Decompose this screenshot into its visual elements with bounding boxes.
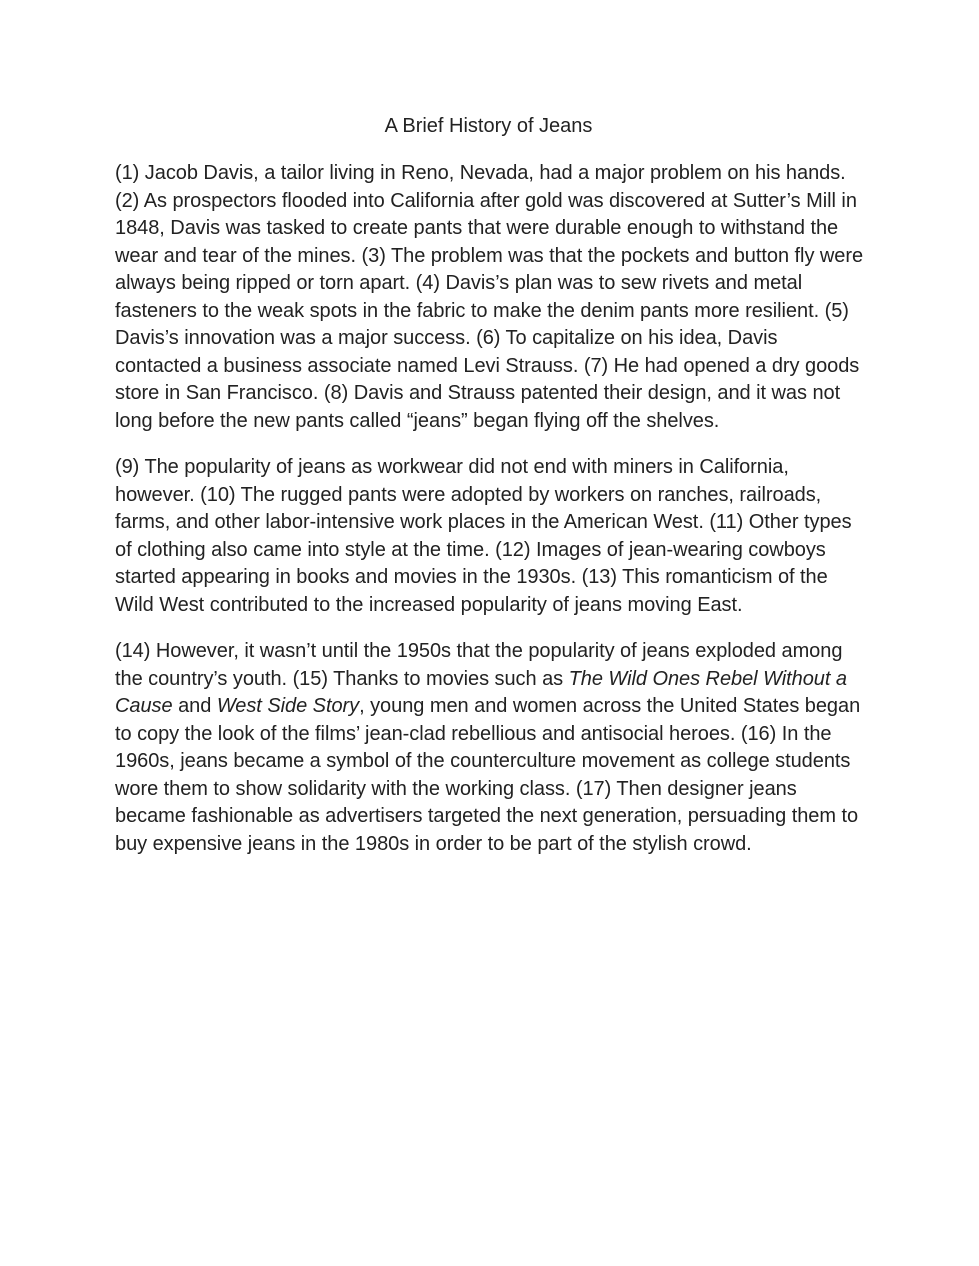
paragraph-1-text: (1) Jacob Davis, a tailor living in Reno, Nevada, had a major problem on his hands. (2) As prospectors flooded into California after gold was discovered at Sutter’s Mill in 1848, Davis was tasked to create pants that were durable enough to withstand the wear and tear of the mines. (3) The problem was that the pockets and button fly were always being ripped or torn apart. (4) Davis’s plan was to sew rivets and metal fasteners to the weak spots in the fabric to make the denim pants more resilient. (5) Davis’s innovation was a major success. (6) To capitalize on his idea, Davis contacted a business associate named Levi Strauss. (7) He had opened a dry goods store in San Francisco. (8) Davis and Strauss patented their design, and it was not long before the new pants called “jeans” began flying off the shelves. (115, 162, 864, 432)
movie-title-wild-ones-rebel: The Wild Ones Rebel Without a Cause (115, 667, 847, 717)
document-title: A Brief History of Jeans (384, 115, 593, 137)
paragraph-2 (115, 454, 865, 619)
paragraph-1 (115, 160, 865, 435)
paragraph-2-text: (9) The popularity of jeans as workwear did not end with miners in California, however. (10) The rugged pants were adopted by workers on ranches, railroads, farms, and other labor-intensive work places in the American West. (11) Other types of clothing also came into style at the time. (12) Images of jean-wearing cowboys started appearing in books and movies in the 1930s. (13) This romanticism of the Wild West contributed to the increased popularity of jeans moving East. (115, 456, 852, 616)
paragraph-3-text-a: (14) However, it wasn’t until the 1950s that the popularity of jeans exploded among the country’s youth. (15) Thanks to movies such as (115, 640, 843, 690)
paragraph-3-text-b: and (172, 695, 217, 717)
movie-title-west-side-story: West Side Story (216, 695, 360, 717)
paragraph-3-text-c: , young men and women across the United States began to copy the look of the films’ jean-clad rebellious and antisocial heroes. (16) In the 1960s, jeans became a symbol of the counterculture movement as college students wore them to show solidarity with the working class. (17) Then designer jeans became fashionable as advertisers targeted the next generation, persuading them to buy expensive jeans in the 1980s in order to be part of the stylish crowd. (115, 695, 861, 855)
document-page (115, 113, 865, 877)
paragraph-3 (115, 638, 865, 858)
